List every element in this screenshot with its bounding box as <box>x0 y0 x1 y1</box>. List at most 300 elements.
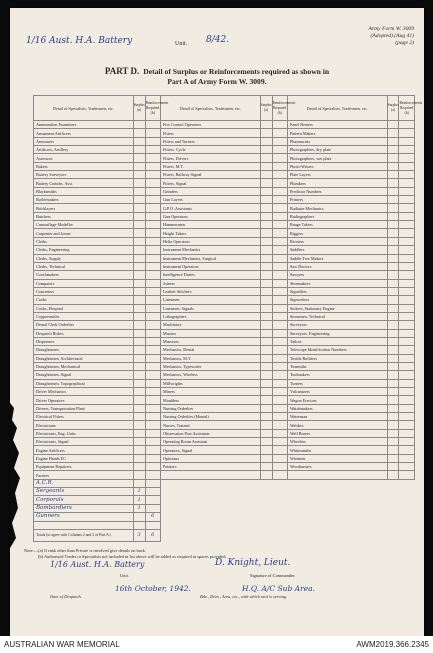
form-ref-line: (Adopted) (Aug 41) <box>370 33 414 39</box>
specialist-cell: Clerks, Technical <box>34 262 134 270</box>
reinforcement-cell <box>145 246 160 254</box>
reinforcement-cell <box>145 496 160 504</box>
reinforcement-cell <box>145 312 160 320</box>
specialist-cell: Armament Artificers <box>34 129 134 137</box>
surplus-cell <box>133 513 145 521</box>
reinforcement-cell <box>145 287 160 295</box>
surplus-cell <box>387 262 399 270</box>
surplus-cell <box>387 254 399 262</box>
specialist-cell: Engine Artificers <box>34 446 134 454</box>
specialist-cell: Linesmen, Signals <box>160 304 260 312</box>
reinforcement-cell <box>272 446 287 454</box>
reinforcement-cell <box>399 404 415 412</box>
specialist-cell: Nursing Orderlies <box>160 404 260 412</box>
specialist-cell: G.P.O. Assistants <box>160 204 260 212</box>
specialist-cell: Vulcanizers <box>287 388 387 396</box>
specialist-cell: Driver Operators <box>34 396 134 404</box>
reinforcement-cell <box>399 296 415 304</box>
reinforcement-cell <box>145 504 160 512</box>
table-row <box>34 337 415 345</box>
specialist-cell: Dispensers <box>34 337 134 345</box>
commander-signature-handwritten: D. Knight, Lieut. <box>215 558 291 568</box>
table-row <box>34 438 415 446</box>
surplus-cell <box>133 421 145 429</box>
specialist-cell: Mechanics, Wireless <box>160 371 260 379</box>
surplus-cell <box>387 471 399 479</box>
reinforcement-cell <box>145 454 160 462</box>
specialist-cell: Instrument Mechanics <box>160 246 260 254</box>
reinforcement-cell <box>272 421 287 429</box>
surplus-cell <box>260 129 272 137</box>
form-ref-line: Army Form W. 3009 <box>368 26 414 32</box>
specialist-cell: Tailors <box>287 337 387 345</box>
specialist-cell: Cooks <box>34 296 134 304</box>
archive-name: AUSTRALIAN WAR MEMORIAL <box>4 640 120 649</box>
reinforcement-cell <box>145 421 160 429</box>
surplus-cell <box>387 337 399 345</box>
formation-label: Bde., Divn., Area, etc., with which unit is serving. <box>200 594 288 599</box>
surplus-cell <box>133 463 145 471</box>
specialist-cell: Draughtsmen, Topographical <box>34 379 134 387</box>
surplus-cell <box>260 254 272 262</box>
specialist-cell: Butchers <box>34 212 134 220</box>
surplus-cell <box>133 438 145 446</box>
surplus-cell <box>133 413 145 421</box>
surplus-cell <box>387 346 399 354</box>
column-header: Detail of Specialists, Tradesmen, etc. <box>34 96 134 121</box>
reinforcement-cell <box>399 246 415 254</box>
specialist-cell: Tinsmiths <box>287 362 387 370</box>
specialist-cell: Draughtsmen, Mechanical <box>34 362 134 370</box>
table-row <box>34 488 415 496</box>
specialist-cell: Radiographers <box>287 212 387 220</box>
reinforcement-cell <box>272 404 287 412</box>
table-row <box>34 421 415 429</box>
surplus-cell <box>387 204 399 212</box>
reinforcement-cell <box>145 212 160 220</box>
despatch-label: Date of Despatch. <box>50 594 82 599</box>
specialist-cell: Wiremen <box>287 454 387 462</box>
reinforcement-cell <box>145 262 160 270</box>
specialist-cell: Ammunition Examiners <box>34 121 134 129</box>
surplus-cell <box>260 404 272 412</box>
table-row <box>34 388 415 396</box>
surplus-cell <box>387 279 399 287</box>
reinforcement-cell: 6 <box>145 513 160 521</box>
reinforcement-cell <box>272 162 287 170</box>
surplus-cell <box>133 388 145 396</box>
surplus-cell <box>133 396 145 404</box>
archive-reference: AWM2019.366.2345 <box>356 640 429 649</box>
specialist-cell: Engine Hands I/C <box>34 454 134 462</box>
reinforcement-cell <box>145 137 160 145</box>
surplus-cell <box>133 179 145 187</box>
surplus-cell <box>133 271 145 279</box>
specialist-cell: Radiator Mechanics <box>287 204 387 212</box>
reinforcements-header: Reinforcements Required (b) <box>145 96 160 121</box>
table-row <box>34 396 415 404</box>
reinforcement-cell <box>272 171 287 179</box>
reinforcement-cell <box>399 396 415 404</box>
surplus-cell <box>260 362 272 370</box>
reinforcement-cell <box>145 279 160 287</box>
specialist-cell: Signwriters <box>287 296 387 304</box>
reinforcement-cell <box>399 304 415 312</box>
reinforcement-cell <box>272 354 287 362</box>
reinforcement-cell <box>272 121 287 129</box>
table-row <box>34 371 415 379</box>
surplus-cell: 1 <box>133 504 145 512</box>
specialist-cell: Leather Stitchers <box>160 287 260 295</box>
reinforcement-cell <box>399 196 415 204</box>
specialist-cell: Grinders <box>160 187 260 195</box>
table-row <box>34 471 415 479</box>
surplus-cell <box>387 413 399 421</box>
reinforcement-cell <box>145 271 160 279</box>
surplus-cell <box>387 304 399 312</box>
specialist-cell: Armourers <box>34 137 134 145</box>
surplus-cell <box>260 246 272 254</box>
archive-footer <box>0 636 433 653</box>
reinforcement-cell <box>272 296 287 304</box>
surplus-cell <box>260 421 272 429</box>
specialist-cell: Despatch Riders <box>34 329 134 337</box>
reinforcement-cell <box>399 421 415 429</box>
specialist-cell: Shoemakers <box>287 279 387 287</box>
reinforcement-cell <box>145 429 160 437</box>
surplus-cell <box>260 346 272 354</box>
surplus-cell <box>387 287 399 295</box>
specialist-cell: Carpenter and Joiner <box>34 229 134 237</box>
reinforcement-cell <box>272 396 287 404</box>
surplus-cell <box>260 446 272 454</box>
handwritten-rank-cell: Bombardiers <box>34 504 134 512</box>
specialist-cell: Lithographers <box>160 312 260 320</box>
specialist-cell: Bakers <box>34 162 134 170</box>
table-row <box>34 171 415 179</box>
specialist-cell: Fitters, M.T. <box>160 162 260 170</box>
surplus-cell <box>260 321 272 329</box>
specialist-cell: Clerks <box>34 237 134 245</box>
table-row <box>34 304 415 312</box>
form-reference <box>369 26 414 47</box>
reinforcement-cell <box>399 346 415 354</box>
specialist-cell: Boilermakers <box>34 196 134 204</box>
surplus-cell <box>387 187 399 195</box>
surplus-cell <box>133 171 145 179</box>
reinforcement-cell <box>272 204 287 212</box>
specialist-cell: Gun Layers <box>160 196 260 204</box>
specialist-cell: Telescope Identification Numbers <box>287 346 387 354</box>
specialist-cell: Whitesmiths <box>287 446 387 454</box>
surplus-cell <box>387 371 399 379</box>
table-row <box>34 254 415 262</box>
surplus-cell <box>133 221 145 229</box>
reinforcement-cell <box>272 471 287 479</box>
surplus-cell <box>133 471 145 479</box>
surplus-cell <box>260 212 272 220</box>
reinforcement-cell <box>145 146 160 154</box>
surplus-cell <box>133 262 145 270</box>
reinforcement-cell <box>399 379 415 387</box>
specialist-cell: Millwrights <box>160 379 260 387</box>
table-row <box>34 404 415 412</box>
specialist-cell: Sawyers <box>287 271 387 279</box>
title-line-2: Part A of Army Form W. 3009. <box>167 77 267 86</box>
reinforcement-cell <box>145 221 160 229</box>
specialist-cell: Saddlers <box>287 246 387 254</box>
reinforcement-cell <box>272 371 287 379</box>
surplus-cell <box>133 154 145 162</box>
specialist-cell: Mechanics, Typewriter <box>160 362 260 370</box>
reinforcement-cell <box>272 179 287 187</box>
specialist-cell: Linesmen <box>160 296 260 304</box>
reinforcement-cell <box>399 337 415 345</box>
reinforcement-cell <box>145 196 160 204</box>
reinforcement-cell <box>399 287 415 295</box>
specialist-cell: Panel Beaters <box>287 121 387 129</box>
reinforcement-cell <box>399 312 415 320</box>
specialist-cell: Fitters and Turners <box>160 137 260 145</box>
specialist-cell: Welders <box>287 421 387 429</box>
reinforcement-cell <box>399 446 415 454</box>
blank-cell <box>160 504 414 512</box>
table-row <box>34 121 415 129</box>
specialist-cell: Assessors <box>34 154 134 162</box>
reinforcement-cell <box>145 362 160 370</box>
table-row <box>34 354 415 362</box>
reinforcement-cell <box>145 479 160 487</box>
specialist-cell: Draughtsmen, Architectural <box>34 354 134 362</box>
specialist-cell: Mechanics, M.T. <box>160 354 260 362</box>
table-row <box>34 446 415 454</box>
reinforcements-header: Reinforcements Required (b) <box>399 96 415 121</box>
specialist-cell: Draughtsmen <box>34 346 134 354</box>
table-row <box>34 237 415 245</box>
surplus-cell <box>133 321 145 329</box>
table-row <box>34 287 415 295</box>
reinforcement-cell <box>399 438 415 446</box>
table-header-row <box>34 96 415 121</box>
specialist-cell: Miners <box>160 388 260 396</box>
reinforcement-cell <box>272 187 287 195</box>
specialist-cell: Pharmacists <box>287 137 387 145</box>
reinforcement-cell <box>272 329 287 337</box>
reinforcements-header: Reinforcements Required (b) <box>272 96 287 121</box>
specialist-cell: Stokers, Stationary Engine <box>287 304 387 312</box>
column-header: Detail of Specialists, Tradesmen, etc. <box>160 96 260 121</box>
specialist-cell: Farriers <box>34 471 134 479</box>
surplus-cell <box>387 463 399 471</box>
specialist-cell: Instrument Mechanics, Surgical <box>160 254 260 262</box>
reinforcement-cell <box>399 279 415 287</box>
surplus-cell <box>133 296 145 304</box>
surplus-cell <box>260 429 272 437</box>
totals-row <box>34 529 415 541</box>
reinforcement-cell <box>272 246 287 254</box>
reinforcement-cell <box>399 271 415 279</box>
table-row <box>34 362 415 370</box>
specialist-cell: Wheelers <box>287 438 387 446</box>
surplus-cell <box>260 196 272 204</box>
surplus-cell <box>260 337 272 345</box>
reinforcement-cell <box>272 304 287 312</box>
specialist-cell: Printers <box>287 196 387 204</box>
specialist-cell: Fitters, Railway Signal <box>160 171 260 179</box>
blank-cell <box>160 488 414 496</box>
note-line: (b) Authorised Trades or Specialists not included in list above will be added as required in spaces provided. <box>38 554 227 559</box>
signature-unit-handwritten: 1/16 Aust. H.A. Battery <box>50 560 145 569</box>
table-row <box>34 262 415 270</box>
specialist-cell: Photographers, wet plate <box>287 154 387 162</box>
specialist-cell: Coachmakers <box>34 271 134 279</box>
surplus-cell <box>260 154 272 162</box>
reinforcement-cell <box>272 262 287 270</box>
surplus-cell <box>133 521 145 529</box>
reinforcement-cell <box>399 129 415 137</box>
blank-cell <box>160 479 414 487</box>
part-label: PART D. <box>104 66 140 76</box>
reinforcement-cell <box>399 187 415 195</box>
surplus-cell <box>260 146 272 154</box>
specialist-cell: Helio Operators <box>160 237 260 245</box>
table-row <box>34 146 415 154</box>
surplus-header: Surplus (a) <box>133 96 145 121</box>
form-title <box>10 66 424 87</box>
surplus-cell <box>133 204 145 212</box>
reinforcement-cell <box>399 329 415 337</box>
specialist-cell: Fire Control Operators <box>160 121 260 129</box>
surplus-cell <box>260 296 272 304</box>
specialist-cell: Dental Clerk Orderlies <box>34 321 134 329</box>
surplus-cell <box>133 121 145 129</box>
surplus-cell <box>260 121 272 129</box>
reinforcement-cell <box>145 229 160 237</box>
specialist-cell: Gun Operators <box>160 212 260 220</box>
reinforcement-cell <box>399 154 415 162</box>
specialist-cell: Driver Mechanics <box>34 388 134 396</box>
reinforcement-cell <box>399 137 415 145</box>
surplus-cell <box>260 187 272 195</box>
totals-reinforcements: 6 <box>145 529 160 541</box>
blank-cell <box>160 496 414 504</box>
specialist-cell: Intelligence Duties <box>160 271 260 279</box>
reinforcement-cell <box>399 463 415 471</box>
surplus-cell <box>387 196 399 204</box>
blank-cell <box>160 529 414 541</box>
reinforcement-cell <box>145 463 160 471</box>
surplus-cell <box>387 354 399 362</box>
specialist-cell: Wagon Erectors <box>287 396 387 404</box>
surplus-cell <box>260 279 272 287</box>
surplus-cell <box>387 129 399 137</box>
surplus-cell <box>260 304 272 312</box>
reinforcement-cell <box>272 221 287 229</box>
surplus-cell <box>260 463 272 471</box>
specialist-cell: Clerks, Engineering <box>34 246 134 254</box>
surplus-cell <box>387 438 399 446</box>
reinforcement-cell <box>145 404 160 412</box>
specialist-cell: Instrument Operators <box>160 262 260 270</box>
specialist-cell: Nurses, Trained <box>160 421 260 429</box>
surplus-header: Surplus (a) <box>260 96 272 121</box>
despatch-date-handwritten: 16th October, 1942. <box>115 584 191 593</box>
specialist-cell: Hammermen <box>160 221 260 229</box>
table-row <box>34 137 415 145</box>
surplus-cell <box>260 221 272 229</box>
surplus-cell <box>387 446 399 454</box>
reinforcement-cell <box>399 162 415 170</box>
reinforcement-cell <box>145 379 160 387</box>
specialist-cell: Draughtsmen, Signal <box>34 371 134 379</box>
reinforcement-cell <box>145 371 160 379</box>
specialist-cell: Cooks, Hospital <box>34 304 134 312</box>
surplus-cell <box>387 162 399 170</box>
commander-label: Signature of Commander. <box>250 573 296 578</box>
table-row <box>34 196 415 204</box>
reinforcement-cell <box>399 321 415 329</box>
reinforcement-cell <box>399 229 415 237</box>
surplus-cell <box>387 237 399 245</box>
surplus-cell <box>133 362 145 370</box>
specialist-cell: Blacksmiths <box>34 187 134 195</box>
reinforcement-cell <box>145 329 160 337</box>
surplus-cell <box>387 421 399 429</box>
table-row <box>34 212 415 220</box>
specialist-cell: Battery Comdrs. Asst. <box>34 179 134 187</box>
surplus-cell <box>260 271 272 279</box>
reinforcement-cell <box>399 254 415 262</box>
surplus-cell <box>260 329 272 337</box>
reinforcement-cell <box>399 429 415 437</box>
reinforcement-cell <box>272 429 287 437</box>
table-row <box>34 221 415 229</box>
surplus-cell <box>260 229 272 237</box>
surplus-cell <box>387 146 399 154</box>
reinforcement-cell <box>145 187 160 195</box>
specialist-cell: Predictor Numbers <box>287 187 387 195</box>
specialist-cell: Plumbers <box>287 179 387 187</box>
specialist-cell: Height Takers <box>160 229 260 237</box>
surplus-cell <box>260 354 272 362</box>
reinforcement-cell <box>272 146 287 154</box>
specialist-cell: Saddle Tree Makers <box>287 254 387 262</box>
specialist-cell: Painters <box>160 463 260 471</box>
reinforcement-cell <box>399 179 415 187</box>
form-ref-line: (page 2) <box>395 40 414 46</box>
surplus-cell <box>387 321 399 329</box>
surplus-cell <box>133 162 145 170</box>
surplus-cell <box>260 179 272 187</box>
surplus-cell <box>387 296 399 304</box>
reinforcement-cell <box>272 196 287 204</box>
specialist-cell: Battery Surveyors <box>34 171 134 179</box>
reinforcement-cell <box>399 171 415 179</box>
specialist-cell: Toolmakers <box>287 371 387 379</box>
reinforcement-cell <box>145 129 160 137</box>
surplus-cell <box>133 237 145 245</box>
reinforcement-cell <box>145 179 160 187</box>
specialist-cell: Electricians, Signal <box>34 438 134 446</box>
specialist-cell: Saw Doctors <box>287 262 387 270</box>
reinforcement-cell <box>272 321 287 329</box>
table-row <box>34 279 415 287</box>
title-line-1: Detail of Surplus or Reinforcements required as shown in <box>143 67 330 76</box>
specialist-cell: Masons <box>160 329 260 337</box>
specialist-cell: Mechanics, Dental <box>160 346 260 354</box>
reinforcement-cell <box>145 304 160 312</box>
surplus-cell <box>387 329 399 337</box>
